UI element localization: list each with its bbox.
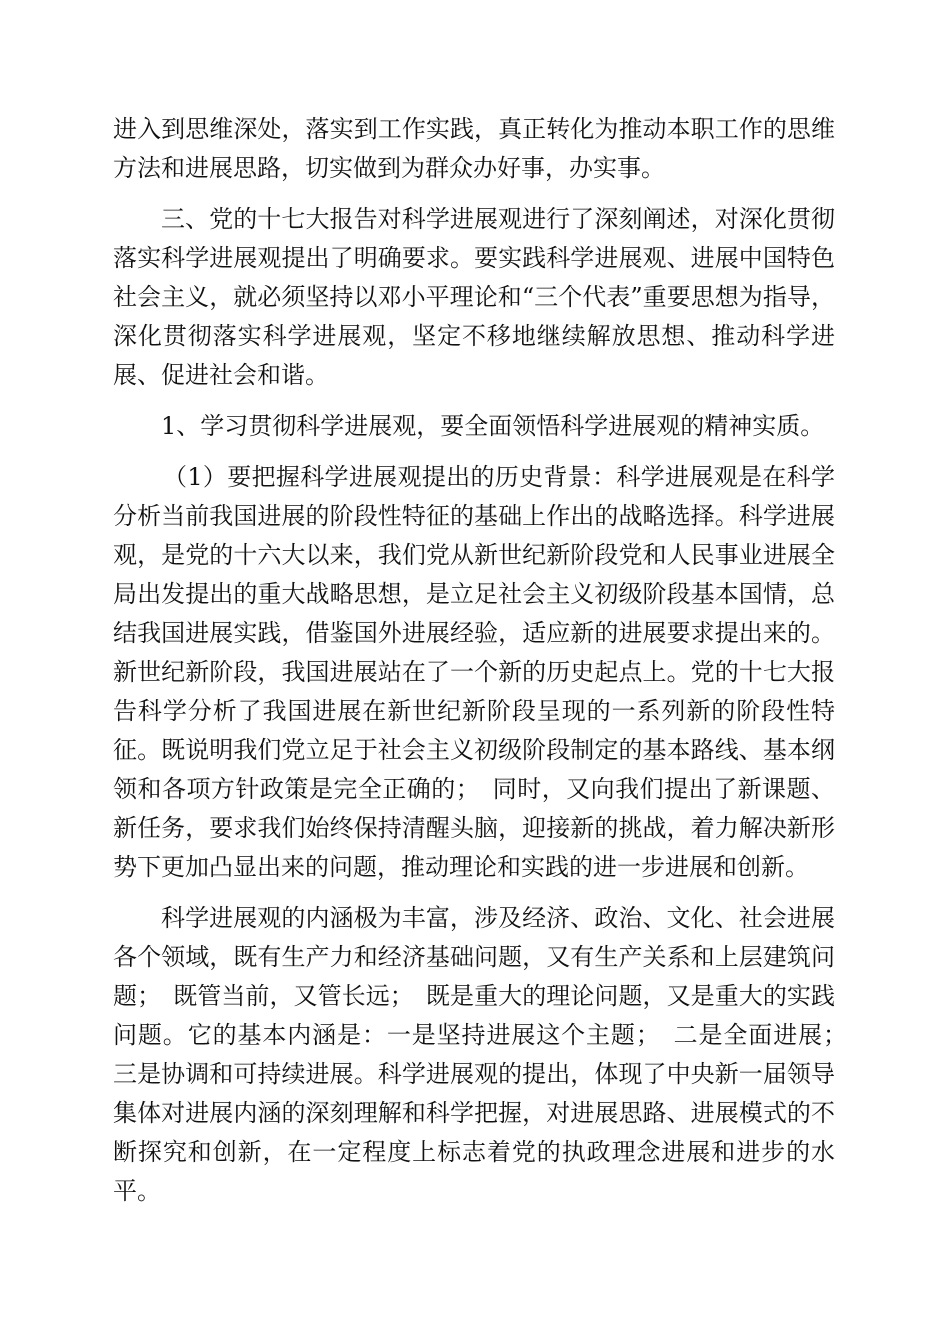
paragraph-point-one: 1、学习贯彻科学进展观，要全面领悟科学进展观的精神实质。 <box>161 412 825 440</box>
paragraph-section-three: 三、党的十七大报告对科学进展观进行了深刻阐述，对深化贯彻落实科学进展观提出了明确要求。要实践科学进展观、进展中国特色社会主义，就必须坚持以邓小平理论和“三个代表”重要思想为指导，深化贯彻落实科学进展观，坚定不移地继续解放思想、推动科学进展、促进社会和谐。 <box>113 205 835 389</box>
paragraph-continuation: 进入到思维深处，落实到工作实践，真正转化为推动本职工作的思维方法和进展思路，切实做到为群众办好事，办实事。 <box>113 115 835 182</box>
paragraph-subpoint-one: （1）要把握科学进展观提出的历史背景：科学进展观是在科学分析当前我国进展的阶段性特征的基础上作出的战略选择。科学进展观，是党的十六大以来，我们党从新世纪新阶段党和人民事业进展全局出发提出的重大战略思想，是立足社会主义初级阶段基本国情，总结我国进展实践，借鉴国外进展经验，适应新的进展要求提出来的。新世纪新阶段，我国进展站在了一个新的历史起点上。党的十七大报告科学分析了我国进展在新世纪新阶段呈现的一系列新的阶段性特征。既说明我们党立足于社会主义初级阶段制定的基本路线、基本纲领和各项方针政策是完全正确的； 同时，又向我们提出了新课题、新任务，要求我们始终保持清醒头脑，迎接新的挑战，着力解决新形势下更加凸显出来的问题，推动理论和实践的进一步进展和创新。 <box>113 463 835 881</box>
document-body <box>113 110 859 1223</box>
paragraph-connotation: 科学进展观的内涵极为丰富，涉及经济、政治、文化、社会进展各个领域，既有生产力和经济基础问题，又有生产关系和上层建筑问题； 既管当前，又管长远； 既是重大的理论问题，又是重大的实践问题。它的基本内涵是：一是坚持进展这个主题； 二是全面进展； 三是协调和可持续进展。科学进展观的提出，体现了中央新一届领导集体对进展内涵的深刻理解和科学把握，对进展思路、进展模式的不断探究和创新，在一定程度上标志着党的执政理念进展和进步的水平。 <box>113 904 859 1205</box>
